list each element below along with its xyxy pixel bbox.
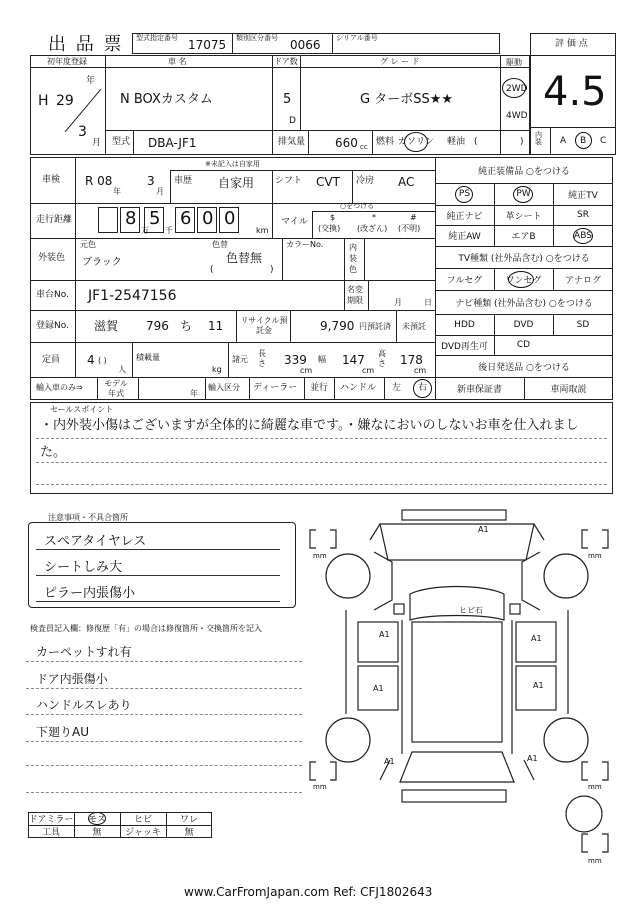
fuel: ガソリン <box>398 137 435 147</box>
roof <box>412 622 502 742</box>
sales-point-box <box>30 402 613 494</box>
tire-bracket-fr <box>582 530 608 548</box>
color-change-label: 色替 <box>212 240 228 249</box>
month: 3 <box>78 124 87 140</box>
tire-bracket-fl <box>310 530 336 548</box>
orig-color-label: 元色 <box>80 240 96 249</box>
mileage-digit-5: 0 <box>224 208 236 229</box>
cooling-label: 冷房 <box>356 176 375 186</box>
drive-4wd: 4WD <box>506 111 528 121</box>
mile-label: マイル <box>281 217 308 227</box>
fuel-paren-close: ) <box>520 137 524 147</box>
recycle-label: リサイクル預託金 <box>240 316 288 335</box>
model-no: 17075 <box>188 38 227 52</box>
insp-month: 3 <box>147 174 155 188</box>
capacity-label: 定員 <box>42 355 61 365</box>
grade: G ターボSS★★ <box>360 92 454 107</box>
handle-right-circle <box>413 379 432 398</box>
displacement: 660 <box>335 136 358 150</box>
inspector-item-3: ハンドルスレあり <box>36 698 132 712</box>
doors: 5 <box>283 92 292 107</box>
equip-pw-circle <box>513 186 533 203</box>
door-fl <box>358 622 398 662</box>
wheel-rl <box>326 718 370 762</box>
width-unit: cm <box>362 366 375 375</box>
capacity: 4 <box>87 353 95 367</box>
import-label: 輸入車のみ⇒ <box>36 383 83 392</box>
score: 4.5 <box>543 69 607 115</box>
mirror-label: ドアミラー <box>28 815 74 825</box>
shift-label: シフト <box>275 176 303 186</box>
name-expiry-day: 日 <box>424 298 432 307</box>
history-label: 車歴 <box>174 176 193 186</box>
mark-bumper-front: A1 <box>478 525 489 534</box>
mileage-digit-1: 8 <box>125 208 137 229</box>
tv-oneseg-circle <box>508 271 534 288</box>
interior-label: 内装 <box>535 131 542 146</box>
color-paren-close: ) <box>270 265 274 275</box>
mileage-unit-man: 万 <box>141 226 149 235</box>
orig-color: ブラック <box>82 257 122 268</box>
equip-ps-circle <box>455 186 473 203</box>
inspector-item-4: 下廻りAU <box>36 725 89 739</box>
month-unit: 月 <box>92 138 102 148</box>
jack-value: 無 <box>184 828 194 838</box>
plate-class: 796 <box>146 319 169 333</box>
footer-ref: www.CarFromJapan.com Ref: CFJ1802643 <box>184 885 433 899</box>
car-name: N BOXカスタム <box>120 92 213 107</box>
door-type: D <box>289 116 296 126</box>
meter-opt3-sym: # <box>410 213 417 222</box>
dim-label: 諸元 <box>232 355 248 364</box>
capacity-paren: ( ) <box>98 356 107 365</box>
inspection: R 08 <box>85 174 113 188</box>
mark-door-rr: A1 <box>533 681 544 690</box>
fuel-circle <box>404 132 428 152</box>
serial-label: シリアル番号 <box>336 34 378 42</box>
length: 339 <box>284 353 307 367</box>
year: 29 <box>56 93 74 109</box>
door-label: ドア数 <box>274 57 298 66</box>
rear-manual: 車両取説 <box>550 385 587 395</box>
inspector-label: 検査員記入欄：修復歴「有」の場合は修復箇所・交換箇所を記入 <box>30 624 262 633</box>
interior-c: C <box>600 136 607 146</box>
rear-gate <box>400 752 514 782</box>
width: 147 <box>342 353 365 367</box>
interior-b: B <box>580 136 587 146</box>
import-class-label: 輸入区分 <box>208 383 240 392</box>
meter-opt3: (不明) <box>398 224 421 233</box>
wheel-rr <box>544 718 588 762</box>
type-label: 型式 <box>112 137 131 147</box>
plate-label: 登録No. <box>36 321 69 331</box>
load-unit: kg <box>212 365 222 374</box>
sales-label: セールスポイント <box>50 405 114 414</box>
plate-region: 滋賀 <box>94 319 119 333</box>
mileage-digit-3: 6 <box>180 208 192 229</box>
tire-bracket-rl <box>310 762 336 780</box>
displacement-unit: cc <box>360 143 368 151</box>
shift: CVT <box>316 175 340 189</box>
recycle-status: 未預託 <box>402 322 426 331</box>
hgt-label: 高さ <box>378 349 386 368</box>
mileage-unit-km: km <box>256 226 269 235</box>
height: 178 <box>400 353 423 367</box>
equip-aw: 純正AW <box>448 232 481 242</box>
insp-month-unit: 月 <box>156 187 164 196</box>
mm-spare: mm <box>588 857 602 865</box>
equip-sr: SR <box>577 210 589 220</box>
sheet-title: 出 品 票 <box>48 34 124 55</box>
fuel-paren-open: ( <box>474 137 478 147</box>
equip-leather: 革シート <box>505 211 542 222</box>
equip-navi: 純正ナビ <box>446 211 483 222</box>
recycle-unit: 円預託済 <box>359 322 391 331</box>
wheel-spare <box>566 796 602 832</box>
equip-ps: PS <box>458 189 471 199</box>
plate-no: 11 <box>208 319 224 333</box>
equip-airbag: エアB <box>511 232 536 242</box>
diesel: 軽油 <box>447 137 466 147</box>
mileage-unit-sen: 千 <box>165 226 173 235</box>
car-diagram <box>300 500 620 880</box>
era: H <box>38 93 49 109</box>
tools-label: 工具 <box>41 828 60 838</box>
tv-fullseg: フルセグ <box>446 275 483 286</box>
parallel: 並行 <box>310 383 329 393</box>
chassis-label: 車台No. <box>36 290 69 300</box>
mm-fl: mm <box>313 552 327 560</box>
class-no-label: 類別区分番号 <box>236 34 278 42</box>
name-expiry-month: 月 <box>394 298 402 307</box>
dvd-cd: CD <box>516 340 531 350</box>
mark-rear-left: A1 <box>384 757 395 766</box>
year-unit: 年 <box>86 76 96 86</box>
wid-label: 幅 <box>318 355 326 364</box>
rear-bumper <box>402 790 506 802</box>
mirror-moss: モス <box>87 815 106 825</box>
recycle: 9,790 <box>320 319 355 333</box>
meter-opt2-sym: * <box>372 213 376 222</box>
interior-color-label: 内装色 <box>349 243 357 274</box>
load-label: 積載量 <box>136 353 160 362</box>
equip-abs-circle <box>573 228 593 244</box>
handle-left: 左 <box>392 383 402 393</box>
hood <box>380 524 534 560</box>
notes-label: 注意事項・不具合箇所 <box>48 513 128 522</box>
navi-sd: SD <box>576 319 590 330</box>
type: DBA-JF1 <box>148 136 197 150</box>
drive-2wd: 2WD <box>506 84 528 94</box>
color-paren-open: ( <box>210 265 214 275</box>
drive-label: 駆動 <box>506 58 522 67</box>
first-reg-label: 初年度登録 <box>47 57 87 66</box>
chassis: JF1-2547156 <box>88 288 177 304</box>
note-item-3: ピラー内張傷小 <box>44 586 136 601</box>
class-no: 0066 <box>290 38 321 52</box>
handle-label: ハンドル <box>340 383 377 393</box>
history-note: ※未記入は自家用 <box>205 160 260 168</box>
wheel-fr <box>544 554 588 598</box>
tv-label: TV種類 (社外品含む) ○をつける <box>458 253 590 264</box>
equip-abs: ABS <box>574 230 592 241</box>
interior-a: A <box>560 136 567 146</box>
mark-rear-right: A1 <box>527 754 538 763</box>
mm-rl: mm <box>313 783 327 791</box>
rear-label: 後日発送品 ○をつける <box>478 362 570 373</box>
mileage-digit-4: 0 <box>202 208 214 229</box>
meter-circle-note: ○をつける <box>340 202 375 210</box>
genuine-label: 純正装備品 ○をつける <box>478 166 570 177</box>
inspector-item-2: ドア内張傷小 <box>36 672 108 686</box>
inspector-item-1: カーペットすれ有 <box>36 645 132 659</box>
history: 自家用 <box>218 176 255 190</box>
tv-oneseg: ワンセグ <box>505 275 542 286</box>
name-expiry-label: 名変期限 <box>347 285 363 305</box>
insp-year-unit: 年 <box>113 187 121 196</box>
mm-fr: mm <box>588 552 602 560</box>
rear-warranty: 新車保証書 <box>456 385 502 395</box>
interior-b-circle <box>575 132 592 149</box>
cooling: AC <box>398 175 415 189</box>
mileage-label: 走行距離 <box>36 215 73 225</box>
displacement-label: 排気量 <box>278 137 306 147</box>
mirror-crack: ヒビ <box>133 815 152 825</box>
front-bumper <box>402 510 506 520</box>
windshield <box>410 587 504 621</box>
drive-2wd-circle <box>502 78 526 98</box>
fuel-label: 燃料 <box>376 137 395 147</box>
score-label: 評 価 点 <box>555 39 588 49</box>
sales-line-2: た。 <box>40 445 67 460</box>
tv-analog: アナログ <box>564 275 601 286</box>
dvd-label: DVD再生可 <box>441 341 488 352</box>
tire-bracket-spare <box>582 834 608 852</box>
height-unit: cm <box>414 366 427 375</box>
meter-opt1-sym: $ <box>330 213 336 222</box>
jack-label: ジャッキ <box>125 828 161 838</box>
model-year-unit: 年 <box>190 389 198 398</box>
mm-rr: mm <box>588 783 602 791</box>
mileage-digit-2: 5 <box>149 208 161 229</box>
wheel-fl <box>326 554 370 598</box>
mark-door-fl: A1 <box>379 630 390 639</box>
mark-door-rl: A1 <box>373 684 384 693</box>
tools-value: 無 <box>92 828 102 838</box>
equip-tv: 純正TV <box>568 190 598 201</box>
sales-line-1: ・内外装小傷はございますが全体的に綺麗な車です。・嫌なにおいのしないお車を仕入れまし <box>40 418 579 433</box>
len-label: 長さ <box>258 349 266 368</box>
grade-label: グ レ ー ド <box>380 57 420 66</box>
dealer: ディーラー <box>253 383 298 393</box>
equip-pw: PW <box>516 189 531 199</box>
navi-dvd: DVD <box>513 319 534 330</box>
capacity-unit: 人 <box>118 365 126 374</box>
mark-door-fr: A1 <box>531 634 542 643</box>
color-change: 色替無 <box>226 251 263 265</box>
color-no-label: カラーNo. <box>286 240 324 249</box>
tire-bracket-rr <box>582 762 608 780</box>
plate-kana: ち <box>180 319 193 333</box>
meter-opt2: (改ざん) <box>357 224 388 233</box>
mark-windshield: ヒビ石 <box>459 606 483 615</box>
name-label: 車 名 <box>168 57 187 66</box>
length-unit: cm <box>300 366 313 375</box>
meter-opt1: (交換) <box>318 224 341 233</box>
model-no-label: 型式指定番号 <box>136 34 178 42</box>
navi-hdd: HDD <box>454 319 475 330</box>
inspection-label: 車検 <box>42 175 61 185</box>
color-label: 外装色 <box>38 253 66 263</box>
mirror-break: ワレ <box>179 815 198 825</box>
navi-label: ナビ種類 (社外品含む) ○をつける <box>455 298 593 309</box>
note-item-1: スペアタイヤレス <box>44 534 147 549</box>
handle-right: 右 <box>418 383 428 393</box>
mirror-moss-circle <box>88 812 106 825</box>
model-year-label: モデル年式 <box>104 379 128 398</box>
note-item-2: シートしみ大 <box>44 560 123 575</box>
